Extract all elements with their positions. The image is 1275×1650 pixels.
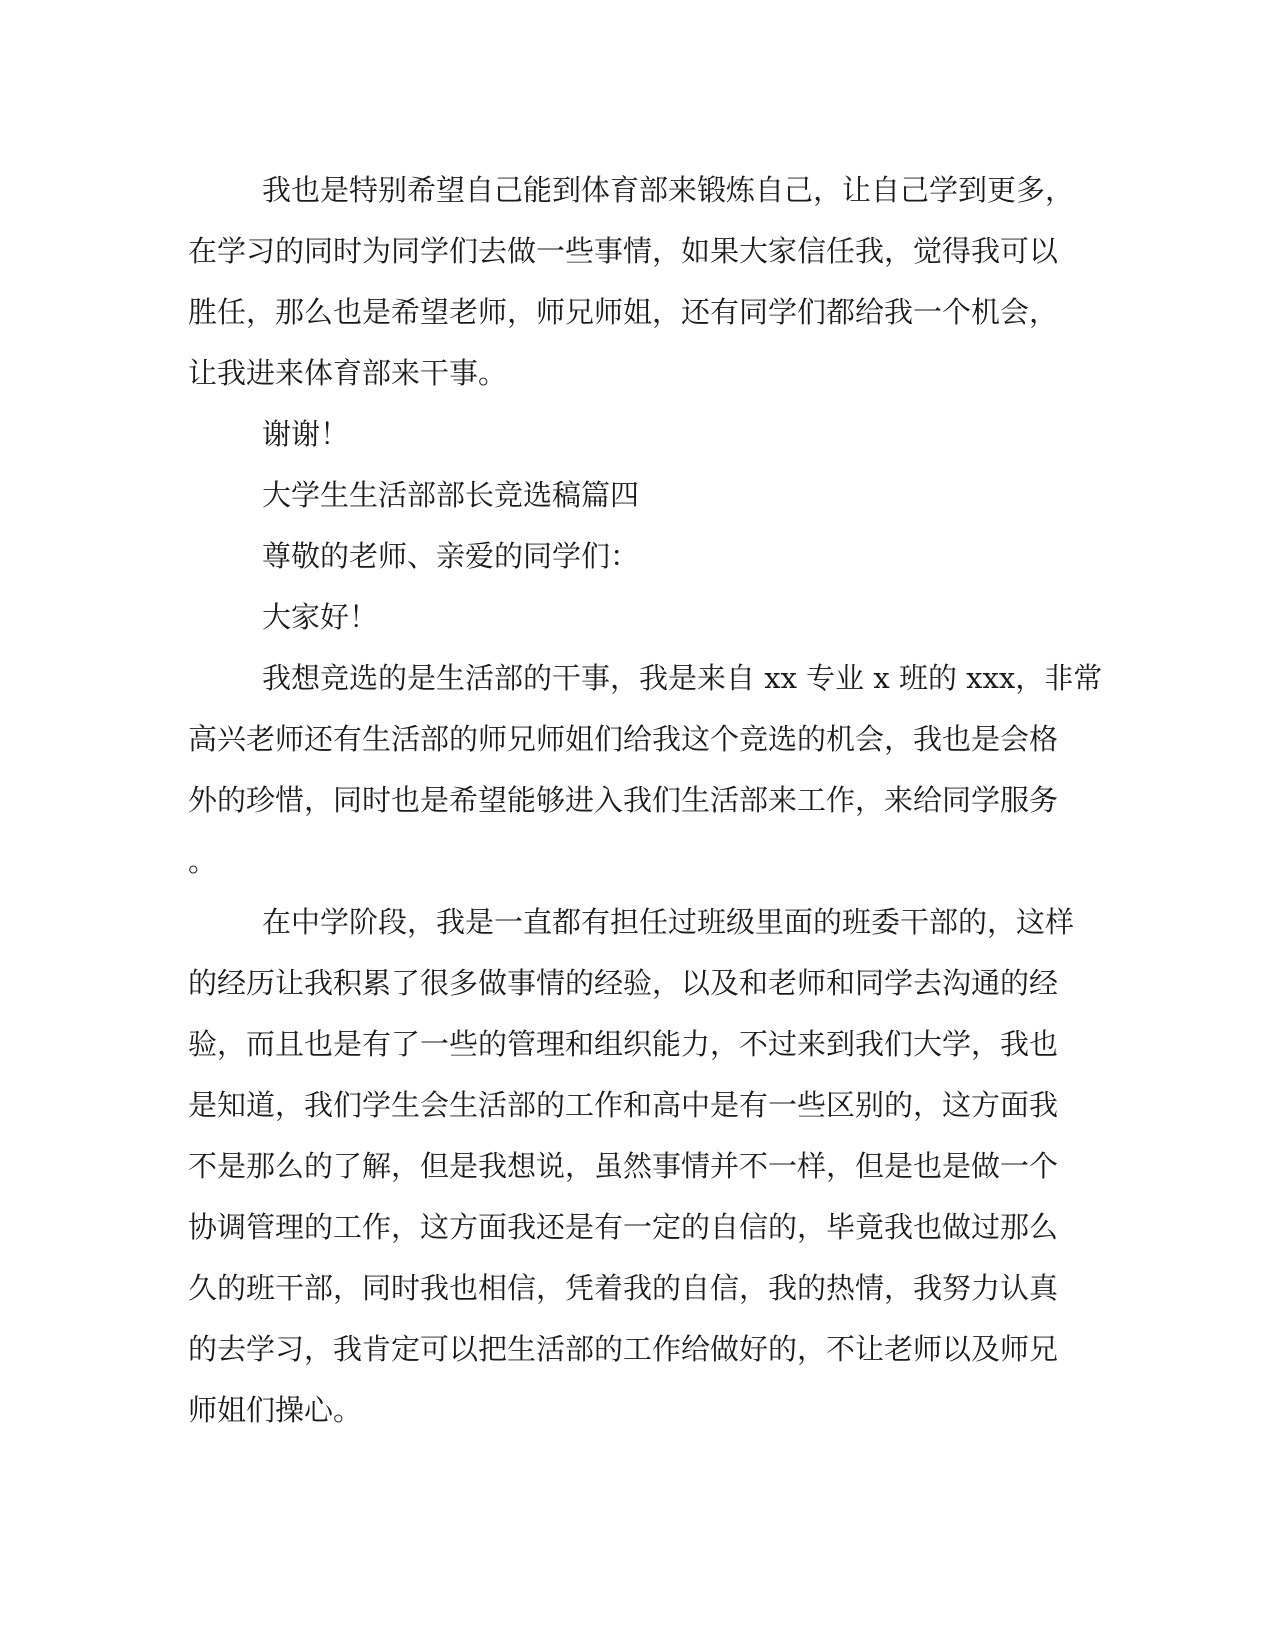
text-line: 高兴老师还有生活部的师兄师姐们给我这个竞选的机会，我也是会格: [188, 722, 1059, 756]
text-line: 尊敬的老师、亲爱的同学们：: [262, 539, 640, 573]
text-line: 师姐们操心。: [188, 1393, 363, 1427]
text-line: 验，而且也是有了一些的管理和组织能力，不过来到我们大学，我也: [188, 1027, 1059, 1061]
text-line: 我想竞选的是生活部的干事，我是来自 xx 专业 x 班的 xxx，非常: [262, 661, 1103, 695]
text-line: 的经历让我积累了很多做事情的经验，以及和老师和同学去沟通的经: [188, 966, 1059, 1000]
text-line: 大学生生活部部长竞选稿篇四: [262, 478, 640, 512]
document-body: [188, 160, 1103, 1441]
text-line: 让我进来体育部来干事。: [188, 356, 508, 390]
text-line: 协调管理的工作，这方面我还是有一定的自信的，毕竟我也做过那么: [188, 1210, 1059, 1244]
text-line: 。: [188, 844, 218, 878]
text-line: 外的珍惜，同时也是希望能够进入我们生活部来工作，来给同学服务: [188, 783, 1059, 817]
text-line: 我也是特别希望自己能到体育部来锻炼自己，让自己学到更多，: [262, 173, 1075, 207]
text-line: 久的班干部，同时我也相信，凭着我的自信，我的热情，我努力认真: [188, 1271, 1059, 1305]
text-line: 在中学阶段，我是一直都有担任过班级里面的班委干部的，这样: [262, 905, 1075, 939]
text-line: 大家好！: [262, 600, 379, 634]
text-line: 胜任，那么也是希望老师，师兄师姐，还有同学们都给我一个机会，: [188, 295, 1059, 329]
text-line: 不是那么的了解，但是我想说，虽然事情并不一样，但是也是做一个: [188, 1149, 1059, 1183]
text-line: 的去学习，我肯定可以把生活部的工作给做好的，不让老师以及师兄: [188, 1332, 1059, 1366]
text-line: 是知道，我们学生会生活部的工作和高中是有一些区别的，这方面我: [188, 1088, 1059, 1122]
text-line: 谢谢！: [262, 417, 350, 451]
text-line: 在学习的同时为同学们去做一些事情，如果大家信任我，觉得我可以: [188, 234, 1059, 268]
